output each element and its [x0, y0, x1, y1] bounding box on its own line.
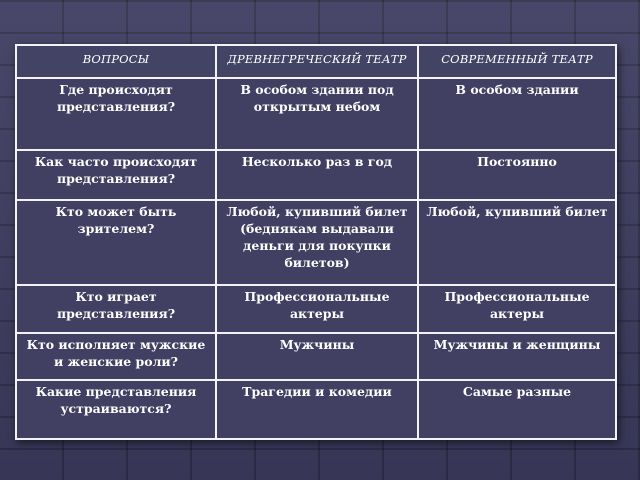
ancient-cell: Любой, купивший билет (беднякам выдавали деньги для покупки билетов)	[216, 200, 418, 285]
table-row	[16, 78, 616, 150]
header-row	[16, 45, 616, 78]
ancient-cell: В особом здании под открытым небом	[216, 78, 418, 150]
ancient-cell: Несколько раз в год	[216, 150, 418, 201]
modern-cell: Мужчины и женщины	[418, 333, 616, 381]
modern-cell: Самые разные	[418, 380, 616, 439]
table-row	[16, 333, 616, 381]
header-questions: ВОПРОСЫ	[16, 45, 216, 78]
comparison-table	[15, 44, 617, 440]
ancient-cell: Мужчины	[216, 333, 418, 381]
modern-cell: Любой, купивший билет	[418, 200, 616, 285]
modern-cell: В особом здании	[418, 78, 616, 150]
header-modern-theatre: СОВРЕМЕННЫЙ ТЕАТР	[418, 45, 616, 78]
question-cell: Кто играет представления?	[16, 285, 216, 333]
table-row	[16, 200, 616, 285]
question-cell: Кто исполняет мужские и женские роли?	[16, 333, 216, 381]
table-row	[16, 380, 616, 439]
header-ancient-theatre: ДРЕВНЕГРЕЧЕСКИЙ ТЕАТР	[216, 45, 418, 78]
table-row	[16, 150, 616, 201]
table-row	[16, 285, 616, 333]
question-cell: Какие представления устраиваются?	[16, 380, 216, 439]
modern-cell: Постоянно	[418, 150, 616, 201]
question-cell: Кто может быть зрителем?	[16, 200, 216, 285]
question-cell: Где происходят представления?	[16, 78, 216, 150]
question-cell: Как часто происходят представления?	[16, 150, 216, 201]
ancient-cell: Профессиональные актеры	[216, 285, 418, 333]
modern-cell: Профессиональные актеры	[418, 285, 616, 333]
ancient-cell: Трагедии и комедии	[216, 380, 418, 439]
